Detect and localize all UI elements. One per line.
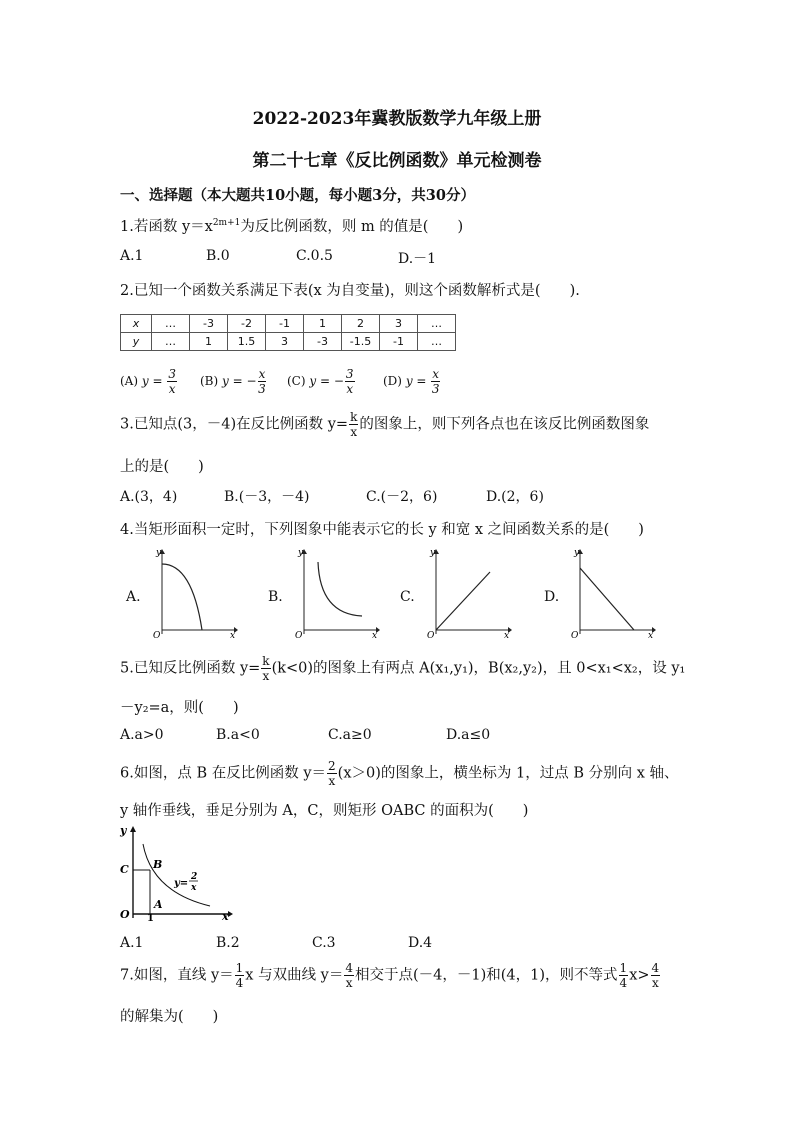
denominator: x — [350, 425, 358, 439]
numerator: k — [350, 410, 358, 424]
fraction — [345, 368, 355, 395]
table-cell: 1.5 — [228, 333, 266, 351]
q3-option-a: A.(3，4) — [120, 489, 178, 505]
origin-label: O — [153, 631, 161, 638]
point-c-label: C — [120, 863, 129, 876]
table-cell: … — [152, 315, 190, 333]
q5-option-d: D.a≤0 — [446, 727, 491, 743]
q3-option-b: B.(－3，－4) — [224, 489, 310, 505]
numerator: x — [432, 367, 440, 381]
q1-exponent: 2m+1 — [212, 218, 241, 229]
axis-x-label: x — [230, 631, 236, 638]
table-cell: -2 — [228, 315, 266, 333]
question-7 — [120, 962, 661, 989]
question-1 — [120, 215, 463, 236]
table-cell: -1 — [380, 333, 418, 351]
table-cell: 3 — [266, 333, 304, 351]
q5-option-b: B.a<0 — [216, 727, 260, 743]
denominator: x — [651, 976, 659, 990]
q7-mid1: x 与双曲线 y＝ — [245, 967, 344, 984]
option-lhs: y = — [141, 374, 163, 388]
denominator: 4 — [619, 976, 628, 990]
numerator: 2 — [328, 759, 336, 773]
numerator: 1 — [235, 961, 244, 975]
numerator: 3 — [345, 367, 354, 381]
axis-y-label: y — [574, 548, 580, 558]
curve-label: y= — [174, 878, 189, 889]
graph-d — [566, 546, 656, 638]
fraction — [344, 962, 354, 989]
q5-option-a: A.a>0 — [120, 727, 164, 743]
q7-line2: 的解集为( ) — [120, 1009, 219, 1025]
denominator: 3 — [258, 382, 266, 396]
option-label: (D) — [383, 374, 402, 388]
option-lhs: y = — [309, 374, 331, 388]
q1-option-b: B.0 — [206, 248, 230, 264]
q5-line2: －y₂=a，则( ) — [120, 700, 239, 716]
question-5 — [120, 655, 685, 682]
origin-label: O — [295, 631, 303, 638]
graph-a — [148, 546, 238, 638]
numerator: 1 — [619, 961, 628, 975]
axis-y-label: y — [298, 548, 304, 558]
q2-option-a — [120, 368, 178, 395]
table-cell: 3 — [380, 315, 418, 333]
numerator: k — [262, 654, 270, 668]
table-cell: 1 — [190, 333, 228, 351]
q5-option-c: C.a≥0 — [328, 727, 372, 743]
axis-y-label: y — [156, 548, 162, 558]
curve-denominator: x — [191, 883, 197, 893]
q5-post: (k<0)的图象上有两点 A(x₁,y₁)，B(x₂,y₂)，且 0<x₁<x₂，设 y₁ — [271, 660, 686, 677]
graph-b-label: B. — [268, 589, 283, 605]
option-sign: − — [333, 374, 344, 388]
axis-x-label: x — [648, 631, 654, 638]
q3-line2: 上的是( ) — [120, 459, 204, 475]
option-label: (B) — [200, 374, 219, 388]
q1-option-d: D.－1 — [398, 251, 437, 267]
option-label: (A) — [120, 374, 139, 388]
point-b-label: B — [153, 858, 163, 871]
point-a-label: A — [154, 898, 163, 911]
axis-x-label: x — [372, 631, 378, 638]
graph-d-label: D. — [544, 589, 560, 605]
fraction — [235, 962, 245, 989]
fraction — [167, 368, 177, 395]
numerator: 4 — [651, 961, 660, 975]
q6-option-a: A.1 — [120, 935, 144, 951]
denominator: 4 — [235, 976, 244, 990]
table-cell: … — [418, 333, 456, 351]
fraction — [327, 760, 337, 787]
page-subtitle: 第二十七章《反比例函数》单元检测卷 — [252, 151, 542, 171]
option-sign: − — [246, 374, 257, 388]
origin-label: O — [427, 631, 435, 638]
table-cell: x — [121, 315, 152, 333]
q2-option-d — [383, 368, 441, 395]
q3-pre: 3.已知点(3，－4)在反比例函数 y= — [120, 416, 349, 433]
denominator: x — [346, 382, 354, 396]
q7-pre: 7.如图，直线 y＝ — [120, 967, 234, 984]
table-row-x — [121, 315, 456, 333]
page-title: 2022-2023年冀教版数学九年级上册 — [252, 109, 542, 129]
denominator: 3 — [431, 382, 440, 396]
denominator: x — [262, 669, 270, 683]
q6-option-d: D.4 — [408, 935, 433, 951]
section-heading: 一、选择题（本大题共10小题，每小题3分，共30分） — [120, 187, 475, 204]
origin-label: O — [120, 908, 130, 921]
axis-x-label: x — [222, 910, 229, 922]
graph-b — [290, 546, 380, 638]
q3-post: 的图象上，则下列各点也在该反比例函数图象 — [359, 416, 650, 433]
q6-option-b: B.2 — [216, 935, 240, 951]
table-cell: -1.5 — [342, 333, 380, 351]
axis-y-label: y — [120, 824, 127, 837]
fraction — [349, 411, 358, 438]
question-4: 4.当矩形面积一定时，下列图象中能表示它的长 y 和宽 x 之间函数关系的是( ) — [120, 522, 644, 538]
numerator: 4 — [345, 961, 354, 975]
q2-option-c — [287, 368, 356, 395]
fraction — [261, 655, 270, 682]
table-cell: y — [121, 333, 152, 351]
numerator: 3 — [168, 367, 176, 381]
q5-pre: 5.已知反比例函数 y= — [120, 660, 261, 677]
fraction — [431, 368, 440, 395]
origin-label: O — [571, 631, 579, 638]
fraction — [651, 962, 661, 989]
option-label: (C) — [287, 374, 306, 388]
graph-c-label: C. — [400, 589, 415, 605]
question-2: 2.已知一个函数关系满足下表(x 为自变量)，则这个函数解析式是( ). — [120, 283, 580, 299]
tick-one-label: 1 — [147, 913, 154, 922]
table-cell: … — [152, 333, 190, 351]
q7-mid2: 相交于点(－4，－1)和(4，1)，则不等式 — [355, 967, 618, 984]
q7-mid3: x> — [629, 967, 650, 984]
table-cell: -1 — [266, 315, 304, 333]
q2-option-b — [200, 368, 267, 395]
table-cell: -3 — [304, 333, 342, 351]
question-3 — [120, 411, 649, 438]
q1-post: 为反比例函数，则 m 的值是( ) — [240, 219, 464, 235]
table-cell: -3 — [190, 315, 228, 333]
q6-option-c: C.3 — [312, 935, 336, 951]
option-lhs: y = — [222, 374, 243, 388]
q6-pre: 6.如图，点 B 在反比例函数 y＝ — [120, 765, 327, 782]
graph-a-label: A. — [126, 589, 141, 605]
q6-figure — [116, 822, 234, 922]
q1-option-c: C.0.5 — [296, 248, 333, 264]
q6-line2: y 轴作垂线，垂足分别为 A，C，则矩形 OABC 的面积为( ) — [120, 803, 529, 819]
q3-option-c: C.(－2，6) — [366, 489, 438, 505]
denominator: x — [168, 382, 176, 396]
denominator: x — [328, 774, 336, 788]
q1-pre: 1.若函数 y＝x — [120, 219, 213, 235]
table-cell: 1 — [304, 315, 342, 333]
curve-numerator: 2 — [191, 872, 198, 882]
table-cell: … — [418, 315, 456, 333]
q2-table — [120, 314, 456, 351]
numerator: x — [258, 367, 266, 381]
graph-c — [422, 546, 512, 638]
q6-post: (x＞0)的图象上，横坐标为 1，过点 B 分别向 x 轴、 — [337, 765, 679, 782]
axis-x-label: x — [504, 631, 510, 638]
q3-option-d: D.(2，6) — [486, 489, 544, 505]
option-lhs: y = — [405, 374, 427, 388]
fraction — [258, 368, 267, 395]
axis-y-label: y — [430, 548, 436, 558]
table-row-y — [121, 333, 456, 351]
denominator: x — [345, 976, 353, 990]
table-cell: 2 — [342, 315, 380, 333]
fraction — [619, 962, 629, 989]
question-6 — [120, 760, 678, 787]
q1-option-a: A.1 — [120, 248, 144, 264]
